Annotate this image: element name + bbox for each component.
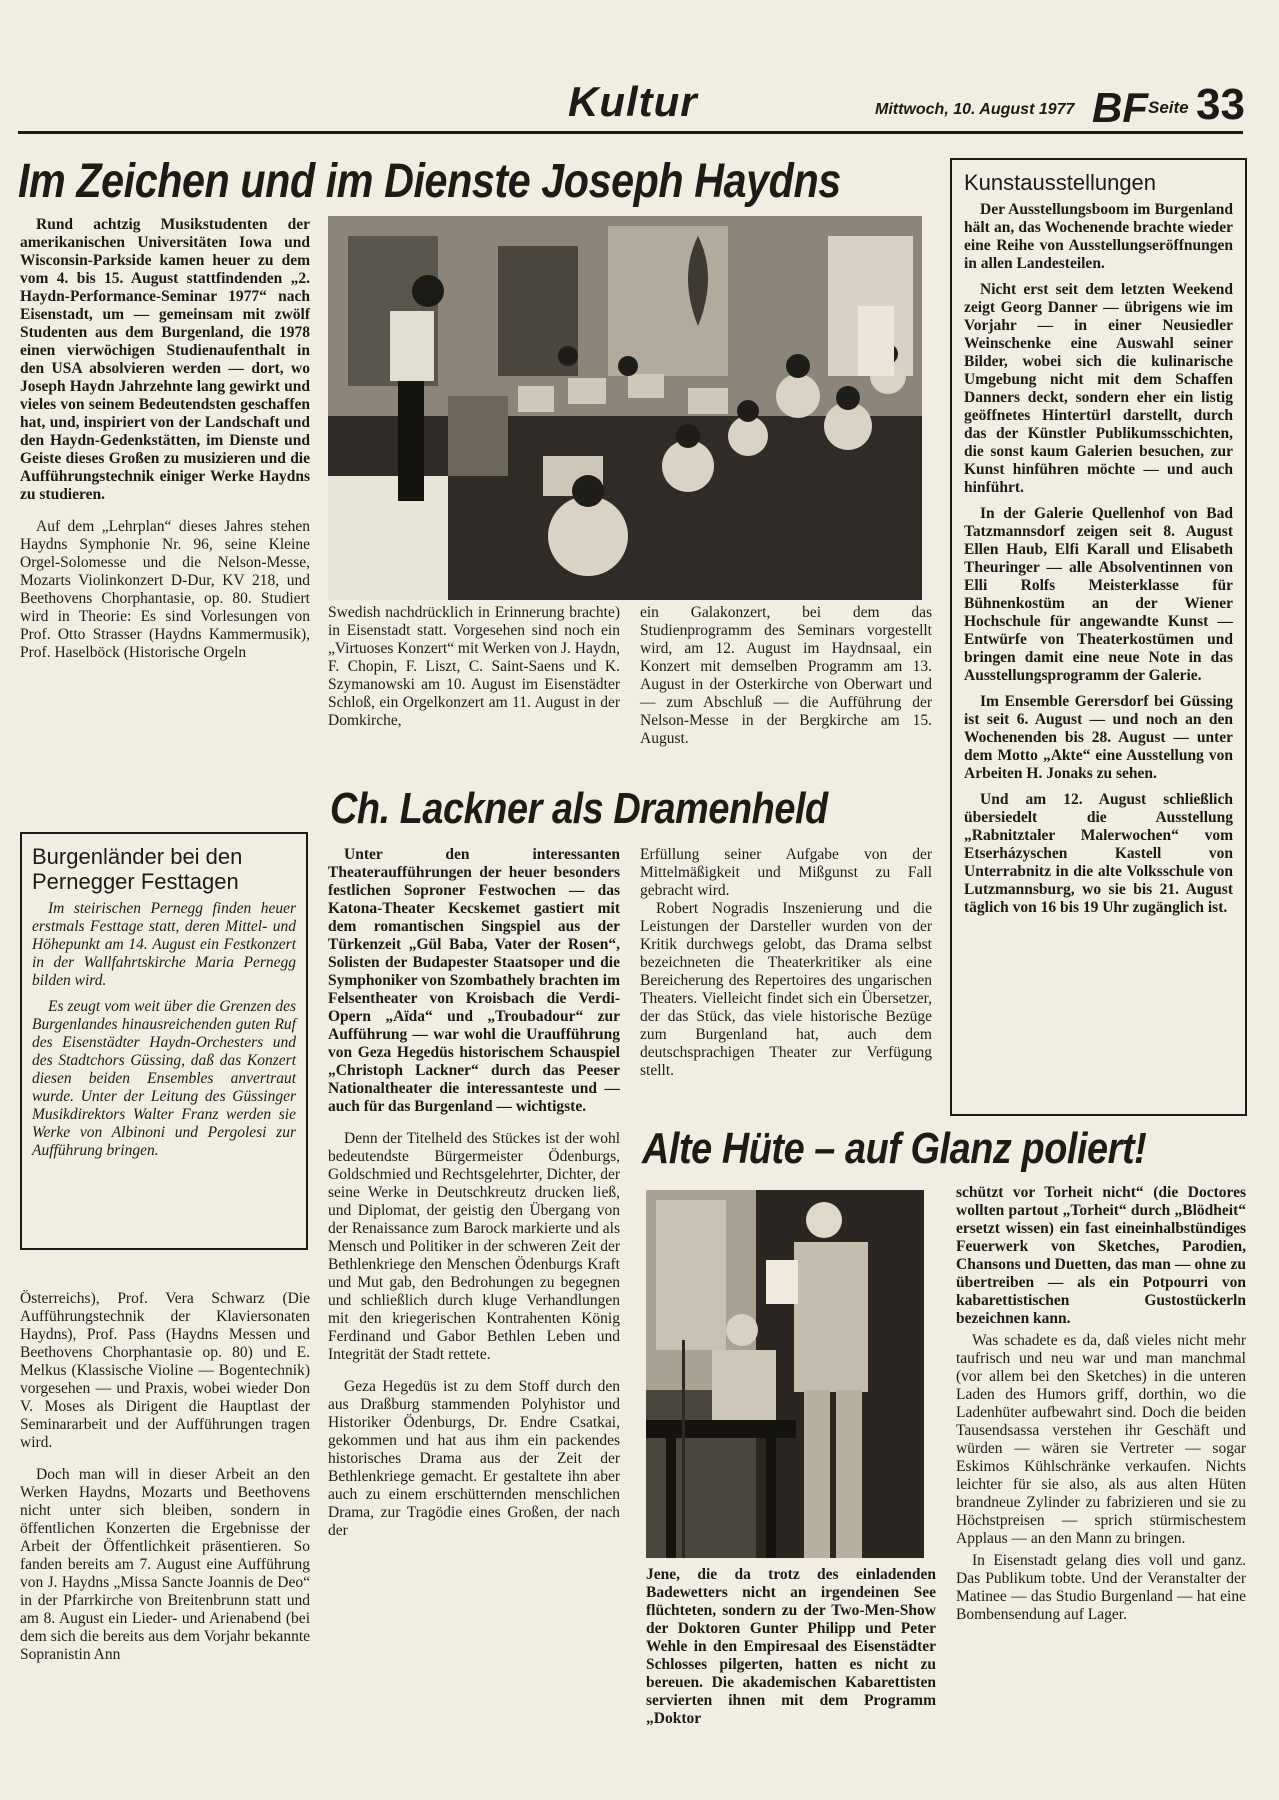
- haydn-paragraph-1: Auf dem „Lehrplan“ dieses Jahres stehen Haydns Symphonie Nr. 96, seine Kleine Orgel-Solomesse und die Nelson-Messe, Mozarts Violinkonzert D-Dur, KV 218, und Beethovens Chorphantasie, op. 80. Studiert wird in Theorie: Es sind Vorlesungen von Prof. Otto Strasser (Haydns Kammermusik), Prof. Haselböck (Historische Orgeln: [20, 518, 310, 661]
- lackner-paragraph-2: Geza Hegedüs ist zu dem Stoff durch den aus Draßburg stammenden Polyhistor und Historiker Ödenburgs, Dr. Endre Csatkai, gekommen und hat aus ihm ein packendes historisches Drama aus der Zeit der Bethlenkriege gemacht. Er gestaltete ihn aber auch zu einem erschütternden menschlichen Drama, zur Tragödie eines Großen, der nach der: [328, 1378, 620, 1539]
- section-title: Kultur: [568, 78, 698, 125]
- haydn-column-3: [640, 604, 932, 748]
- lackner-paragraph-3: Erfüllung seiner Aufgabe von der Mittelmäßigkeit und Mißgunst zu Fall gebracht wird.: [640, 846, 932, 899]
- haydn-headline: Im Zeichen und im Dienste Joseph Haydns: [18, 155, 841, 208]
- haydn-column-2: [328, 604, 620, 730]
- alte-huete-column: [956, 1184, 1246, 1624]
- page-label: Seite: [1148, 98, 1189, 117]
- kunstausstellungen-box: [950, 158, 1247, 1116]
- alte-huete-paragraph-3: In Eisenstadt gelang dies voll und ganz. Das Publikum tobte. Und der Veranstalter der Matinee — das Studio Burgenland — hat eine Bombensendung auf Lager.: [956, 1552, 1246, 1623]
- kunst-paragraph-2: Nicht erst seit dem letzten Weekend zeigt Georg Danner — übrigens wie im Vorjahr — in einer Neusiedler Weinschenke eine Auswahl seiner Bilder, wobei sich die kulinarische Umgebung nicht mit dem Schaffen Danners deckt, sondern eher ein listig geöffnetes Hintertürl darstellt, durch das der Künstler Publikumsschichten, die sonst kaum Galerien besuchen, zur Kunst hinführen möchte — und auch hinführt.: [964, 281, 1233, 496]
- header-rule: [18, 131, 1243, 134]
- orchestra-photo: [328, 216, 922, 600]
- kunst-paragraph-4: Im Ensemble Gerersdorf bei Güssing ist seit 6. August — und noch an den Wochenenden bis 28. August — unter dem Motto „Akte“ eine Ausstellung von Arbeiten H. Jonaks zu sehen.: [964, 693, 1233, 782]
- haydn-lead: Rund achtzig Musikstudenten der amerikanischen Universitäten Iowa und Wisconsin-Parkside kamen heuer zu dem vom 4. bis 15. August stattfindenden „2. Haydn-Performance-Seminar 1977“ nach Eisenstadt, um — gemeinsam mit zwölf Studenten aus dem Burgenland, die 1978 einen vierwöchigen Studienaufenthalt in den USA absolvieren werden — dort, wo Joseph Haydn Jahrzehnte lang gewirkt und vieles von seinem Bedeutendsten geschaffen hat, und, inspiriert von der Landschaft und den Haydn-Gedenkstätten, im Dienste und Geiste dieses Großen zu musizieren und die Aufführungstechnik einiger Werke Haydns zu studieren.: [20, 216, 310, 503]
- alte-huete-paragraph-1: schützt vor Torheit nicht“ (die Doctores wollten partout „Torheit“ durch „Blödheit“ ersetzt wissen) ein fast eineinhalbstündiges Feuerwerk von Sketches, Parodien, Chansons und Duetten, das man — ohne zu übertreiben — als ein Potpourri von kabarettistischen Gustostückerln bezeichnen kann.: [956, 1184, 1246, 1327]
- kabarett-caption: Jene, die da trotz des einladenden Badewetters nicht an irgendeinen See flüchteten, sondern zu der Two-Men-Show der Doktoren Gunter Philipp und Peter Wehle in den Empiresaal des Eisenstädter Schlosses pilgerten, hatten es nicht zu bereuen. Die akademischen Kabarettisten servierten ihnen mit dem Programm „Doktor: [646, 1566, 936, 1727]
- lackner-headline: Ch. Lackner als Dramenheld: [330, 784, 828, 833]
- lackner-paragraph-1: Denn der Titelheld des Stückes ist der wohl bedeutendste Bürgermeister Ödenburgs, Goldschmied und Rechtsgelehrter, Dichter, der seine Werke in Deutschkreutz drucken ließ, und Diplomat, der geistig den Übergang von der Renaissance zum Barock markierte und als Mensch und Politiker in der schweren Zeit der Bethlenkriege den Menschen Ödenburgs Kraft und Mut gab, den Bedrohungen zu begegnen und schließlich durch kluge Verhandlungen mit den kriegerischen Kontrahenten König Ferdinand und Gabor Bethlen Leben und Integrität der Stadt rettete.: [328, 1130, 620, 1363]
- lackner-column-1: [328, 846, 620, 1540]
- pernegg-paragraph-2: Es zeugt vom weit über die Grenzen des Burgenlandes hinausreichenden guten Ruf des Eisenstädter Haydn-Orchesters und des Stadtchors Güssing, daß das Konzert diesen beiden Ensembles anvertraut wurde. Unter der Leitung des Güssinger Musikdirektors Walter Franz werden sie Werke von Albinoni und Pergolesi zur Aufführung bringen.: [32, 998, 296, 1159]
- haydn-paragraph-3: Swedish nachdrücklich in Erinnerung brachte) in Eisenstadt statt. Vorgesehen sind noch ein „Virtuoses Konzert“ mit Werken von J. Haydn, F. Chopin, F. Liszt, C. Saint-Saens und K. Szymanowski am 10. August im Eisenstädter Schloß, ein Orgelkonzert am 11. August in der Domkirche,: [328, 604, 620, 729]
- issue-date: Mittwoch, 10. August 1977: [875, 101, 1075, 118]
- kunst-paragraph-3: In der Galerie Quellenhof von Bad Tatzmannsdorf zeigen seit 8. August Ellen Haub, Elfi Karall und Elisabeth Theuringer — alle Absolventinnen von Elli Rolfs Meisterklasse für Bühnenkostüm an der Wiener Hochschule für angewandte Kunst — Entwürfe von Theaterkostümen und bringen damit eine neue Note in das Ausstellungsprogramm der Galerie.: [964, 505, 1233, 684]
- pernegg-title: Burgenländer bei den Pernegger Festtagen: [32, 844, 243, 894]
- haydn-paragraph-2: Doch man will in dieser Arbeit an den Werken Haydns, Mozarts und Beethovens nicht unter sich bleiben, sondern in öffentlichen Konzerten die Ergebnisse der Arbeit der Öffentlichkeit präsentieren. So fanden bereits am 7. August eine Aufführung von J. Haydns „Missa Sancte Joannis de Deo“ in der Pfarrkirche von Breitenbrunn statt und am 8. August ein Lieder- und Arienabend (bei dem sich die bereits aus dem Vorjahr bekannte Sopranistin Ann: [20, 1466, 310, 1663]
- pernegg-paragraph-1: Im steirischen Pernegg finden heuer erstmals Festtage statt, deren Mittel- und Höhepunkt am 14. August ein Festkonzert in der Wallfahrtskirche Maria Pernegg bilden wird.: [32, 900, 296, 989]
- alte-huete-headline: Alte Hüte – auf Glanz poliert!: [642, 1124, 1147, 1173]
- kunstausstellungen-title: Kunstausstellungen: [964, 170, 1157, 195]
- lackner-paragraph-4: Robert Nogradis Inszenierung und die Leistungen der Darsteller wurden von der Kritik durchwegs gelobt, das Drama selbst bezeichneten die Theaterkritiker als eine Bereicherung des Repertoires des ungarischen Theaters. Vielleicht findet sich ein Übersetzer, der das Stück, das viele historische Bezüge zum Burgenland hat, auch dem deutschsprachigen Theater zur Verfügung stellt.: [640, 900, 932, 1079]
- kabarett-photo-image: [646, 1190, 924, 1558]
- haydn-column-1-continued: [20, 1290, 310, 1664]
- newspaper-logo: BF: [1092, 84, 1148, 131]
- haydn-paragraph-4: ein Galakonzert, bei dem das Studienprogramm des Seminars vorgestellt wird, am 12. August im Haydnsaal, ein Konzert mit demselben Programm am 13. August in der Osterkirche von Oberwart und — zum Abschluß — die Aufführung der Nelson-Messe in der Bergkirche am 15. August.: [640, 604, 932, 747]
- pernegg-body: [32, 900, 296, 1160]
- pernegg-box: [20, 832, 308, 1250]
- kunst-paragraph-5: Und am 12. August schließlich übersiedelt die Ausstellung „Rabnitztaler Malerwochen“ vom Etserházyschen Kastell von Unterrabnitz in die alte Volksschule von Lutzmannsburg, wo sie bis 21. August täglich von 16 bis 19 Uhr zugänglich ist.: [964, 791, 1233, 916]
- page-number: 33: [1196, 80, 1245, 129]
- alte-huete-paragraph-2: Was schadete es da, daß vieles nicht mehr taufrisch und neu war und man manchmal (vor allem bei den Sketches) in die unteren Laden des Humors griff, dorthin, wo die Ladenhüter aufbewahrt sind. Doch die beiden Tausendsassa verstehen ihr Geschäft und würden — wären sie Vertreter — sogar Eskimos Kühlschränke verkaufen. Nichts leichter für sie also, als aus alten Hüten brandneue Zylinder zu fabrizieren und sie zu Höchstpreisen — sprich stürmischestem Applaus — an den Mann zu bringen.: [956, 1332, 1246, 1547]
- haydn-paragraph-1-continued: Österreichs), Prof. Vera Schwarz (Die Aufführungstechnik der Klaviersonaten Haydns), Prof. Pass (Haydns Messen und Beethovens Chorphantasie op. 80) und E. Melkus (Klassische Violine — Bogentechnik) vorgesehen — und Praxis, wobei wieder Don V. Moses als Dirigent die Hauptlast der Seminararbeit und der Aufführungen tragen wird.: [20, 1290, 310, 1451]
- kunstausstellungen-body: [964, 201, 1233, 917]
- orchestra-photo-image: [328, 216, 922, 600]
- kunst-paragraph-1: Der Ausstellungsboom im Burgenland hält an, das Wochenende brachte wieder eine Reihe von Ausstellungseröffnungen in allen Landesteilen.: [964, 201, 1233, 272]
- lackner-column-2: [640, 846, 932, 1080]
- lackner-lead: Unter den interessanten Theateraufführungen der heuer besonders festlichen Soproner Festwochen — das Katona-Theater Kecskemet gastiert mit dem romantischen Singspiel aus der Türkenzeit „Gül Baba, Vater der Rosen“, Solisten der Budapester Staatsoper und die Symphoniker von Szombathely brachten im Felsentheater von Kroisbach die Verdi-Opern „Aïda“ und „Troubadour“ zur Aufführung — war wohl die Uraufführung von Geza Hegedüs historischem Schauspiel „Christoph Lackner“ durch das Peeser Nationaltheater die interessanteste und — auch für das Burgenland — wichtigste.: [328, 846, 620, 1115]
- kabarett-photo: [646, 1190, 924, 1558]
- haydn-column-1: [20, 216, 310, 662]
